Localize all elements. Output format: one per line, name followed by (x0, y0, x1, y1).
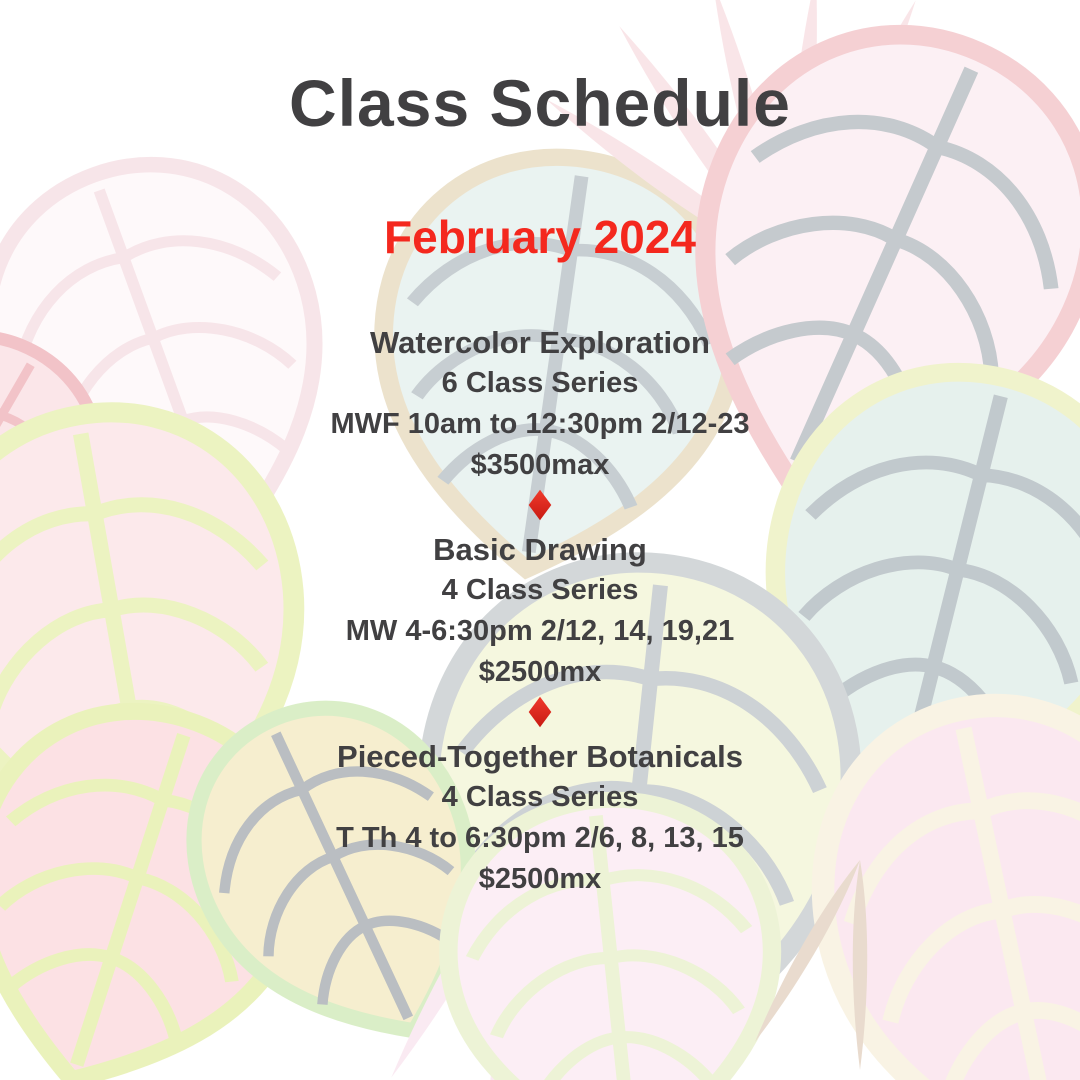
class-series: 6 Class Series (441, 367, 639, 399)
class-series: 4 Class Series (441, 574, 639, 606)
class-name: Basic Drawing (433, 532, 647, 567)
class-price: $2500mx (478, 656, 602, 688)
class-name: Pieced-Together Botanicals (337, 739, 743, 774)
class-price: $2500mx (478, 863, 602, 895)
class-schedule: MW 4-6:30pm 2/12, 14, 19,21 (345, 615, 735, 647)
month-heading: February 2024 (384, 211, 696, 263)
class-schedule: MWF 10am to 12:30pm 2/12-23 (330, 408, 750, 440)
divider (532, 697, 548, 727)
page-title: Class Schedule (289, 66, 791, 140)
class-price: $3500max (470, 449, 610, 481)
class-block-basic-drawing (346, 529, 734, 693)
class-block-watercolor (330, 322, 749, 486)
class-series: 4 Class Series (441, 781, 639, 813)
class-block-botanicals (336, 736, 744, 900)
divider (532, 490, 548, 520)
diamond-divider-icon (529, 490, 552, 521)
class-name: Watercolor Exploration (370, 325, 710, 360)
class-schedule: T Th 4 to 6:30pm 2/6, 8, 13, 15 (336, 822, 744, 854)
diamond-divider-icon (529, 697, 552, 728)
